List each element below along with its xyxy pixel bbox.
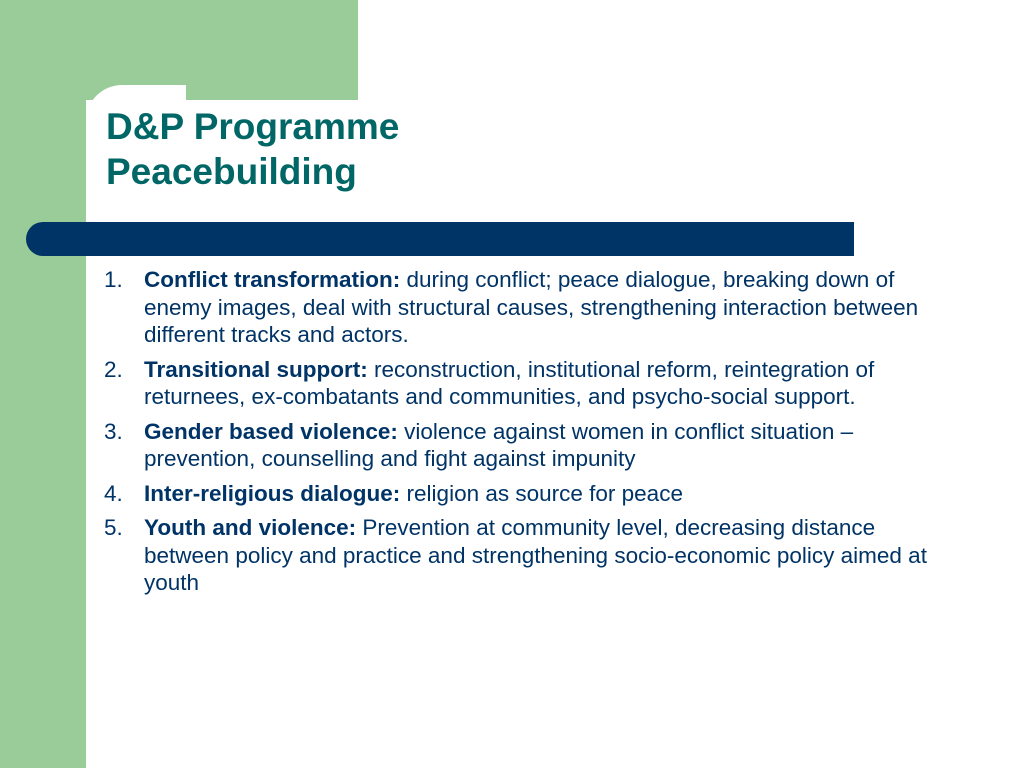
item-text: violence against women in conflict situation – prevention, counselling and fight against impunity bbox=[144, 418, 854, 471]
item-term: Youth and violence: bbox=[144, 515, 357, 540]
item-term: Transitional support: bbox=[144, 356, 368, 382]
item-number: 5. bbox=[104, 515, 123, 540]
title-line-1: D&P Programme bbox=[106, 106, 400, 147]
item-number: 1. bbox=[104, 267, 123, 292]
list-item bbox=[104, 356, 944, 411]
item-term: Inter-religious dialogue: bbox=[144, 480, 401, 506]
list-item bbox=[104, 480, 944, 508]
item-term: Gender based violence: bbox=[144, 418, 398, 444]
bullet-list bbox=[104, 266, 944, 604]
item-term: Conflict transformation: bbox=[144, 267, 401, 292]
item-text: Prevention at community level, decreasing distance between policy and practice and strengthening socio-economic policy aimed at youth bbox=[144, 515, 927, 595]
item-text: during conflict; peace dialogue, breaking down of enemy images, deal with structural causes, strengthening interaction between different tracks and actors. bbox=[144, 267, 919, 347]
list-item bbox=[104, 418, 944, 473]
slide-title bbox=[106, 104, 399, 194]
item-number: 3. bbox=[104, 418, 123, 444]
item-number: 2. bbox=[104, 356, 123, 382]
list-item bbox=[104, 514, 944, 597]
item-text: reconstruction, institutional reform, reintegration of returnees, ex-combatants and communities, and psycho-social support. bbox=[144, 356, 875, 409]
item-text: religion as source for peace bbox=[406, 480, 683, 506]
title-divider-bar bbox=[26, 222, 854, 256]
list-item bbox=[104, 266, 944, 349]
item-number: 4. bbox=[104, 480, 123, 506]
title-line-2: Peacebuilding bbox=[106, 151, 357, 192]
green-left-band bbox=[0, 0, 86, 768]
